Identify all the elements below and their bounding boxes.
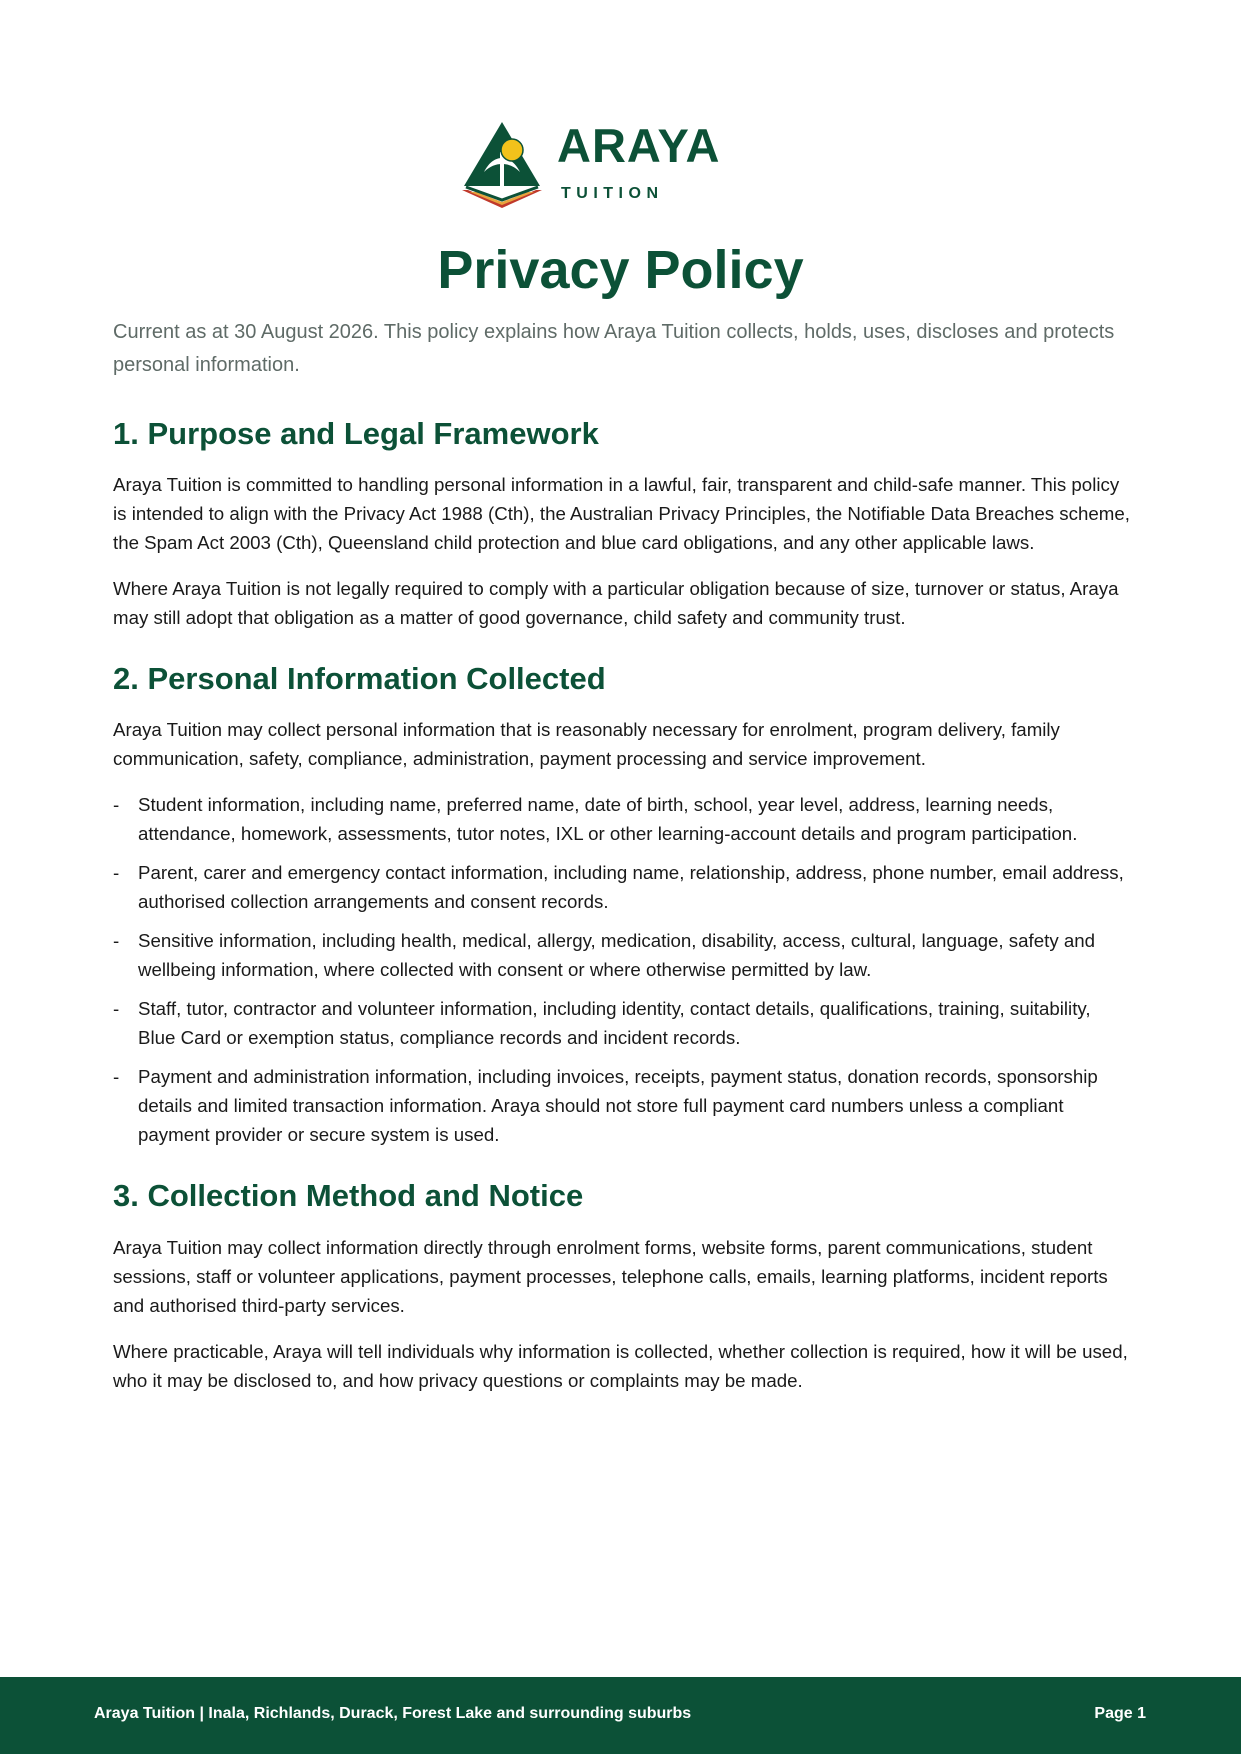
bullet-dash: - (113, 930, 120, 952)
section-personal-information (113, 660, 1133, 1149)
list-item-text: Payment and administration information, including invoices, receipts, payment status, donation records, sponsorship details and limited transaction information. Araya should not store full payment card numbers unless a compliant payment provider or secure system is used. (138, 1066, 1098, 1146)
bullet-dash: - (113, 794, 120, 816)
section-collection-method (113, 1177, 1133, 1394)
page-footer (0, 1677, 1241, 1754)
logo-tagline: TUITION (561, 185, 664, 202)
bullet-dash: - (113, 1066, 120, 1088)
paragraph: Where practicable, Araya will tell individuals why information is collected, whether collection is required, how it will be used, who it may be disclosed to, and how privacy questions or complaints may be made. (113, 1340, 1128, 1391)
list-item-text: Sensitive information, including health, medical, allergy, medication, disability, access, cultural, language, safety and wellbeing information, where collected with consent or where otherwise permitted by law. (138, 930, 1096, 981)
list-item (113, 1062, 1133, 1149)
logo-name: ARAYA (557, 119, 721, 172)
list-item (113, 926, 1133, 984)
list-item-text: Parent, carer and emergency contact information, including name, relationship, address, phone number, email address, authorised collection arrangements and consent records. (138, 862, 1124, 913)
bullet-dash: - (113, 998, 120, 1020)
list-item-text: Staff, tutor, contractor and volunteer information, including identity, contact details, qualifications, training, suitability, Blue Card or exemption status, compliance records and incident records. (138, 998, 1091, 1049)
intro-text: Current as at 30 August 2026. This policy explains how Araya Tuition collects, holds, uses, discloses and protects personal information. (113, 321, 1115, 376)
paragraph: Where Araya Tuition is not legally required to comply with a particular obligation because of size, turnover or status, Araya may still adopt that obligation as a matter of good governance, child safety and community trust. (113, 578, 1119, 629)
footer-organisation: Araya Tuition | Inala, Richlands, Durack, Forest Lake and surrounding suburbs (94, 1705, 692, 1722)
bullet-dash: - (113, 862, 120, 884)
list-item (113, 790, 1133, 848)
section-heading: 2. Personal Information Collected (113, 661, 606, 697)
document-body (113, 316, 1133, 1412)
section-purpose (113, 415, 1133, 632)
araya-logo (460, 118, 730, 218)
section-heading: 1. Purpose and Legal Framework (113, 416, 599, 451)
page-title: Privacy Policy (437, 240, 804, 300)
paragraph: Araya Tuition may collect information directly through enrolment forms, website forms, parent communications, student sessions, staff or volunteer applications, payment processes, telephone calls, emails, learning platforms, incident reports and authorised third-party services. (113, 1236, 1108, 1316)
logo-emblem-icon (460, 118, 544, 214)
paragraph: Araya Tuition may collect personal information that is reasonably necessary for enrolment, program delivery, family communication, safety, compliance, administration, payment processing and service improvement. (113, 719, 1060, 770)
bullet-list (113, 790, 1133, 1149)
list-item (113, 858, 1133, 916)
paragraph: Araya Tuition is committed to handling personal information in a lawful, fair, transparent and child-safe manner. This policy is intended to align with the Privacy Act 1988 (Cth), the Australian Privacy Principles, the Notifiable Data Breaches scheme, the Spam Act 2003 (Cth), Queensland child protection and blue card obligations, and any other applicable laws. (113, 474, 1130, 554)
page-number: Page 1 (1094, 1705, 1146, 1722)
list-item-text: Student information, including name, preferred name, date of birth, school, year level, address, learning needs, attendance, homework, assessments, tutor notes, IXL or other learning-account details and program participation. (138, 794, 1078, 845)
section-heading: 3. Collection Method and Notice (113, 1178, 584, 1214)
list-item (113, 994, 1133, 1052)
